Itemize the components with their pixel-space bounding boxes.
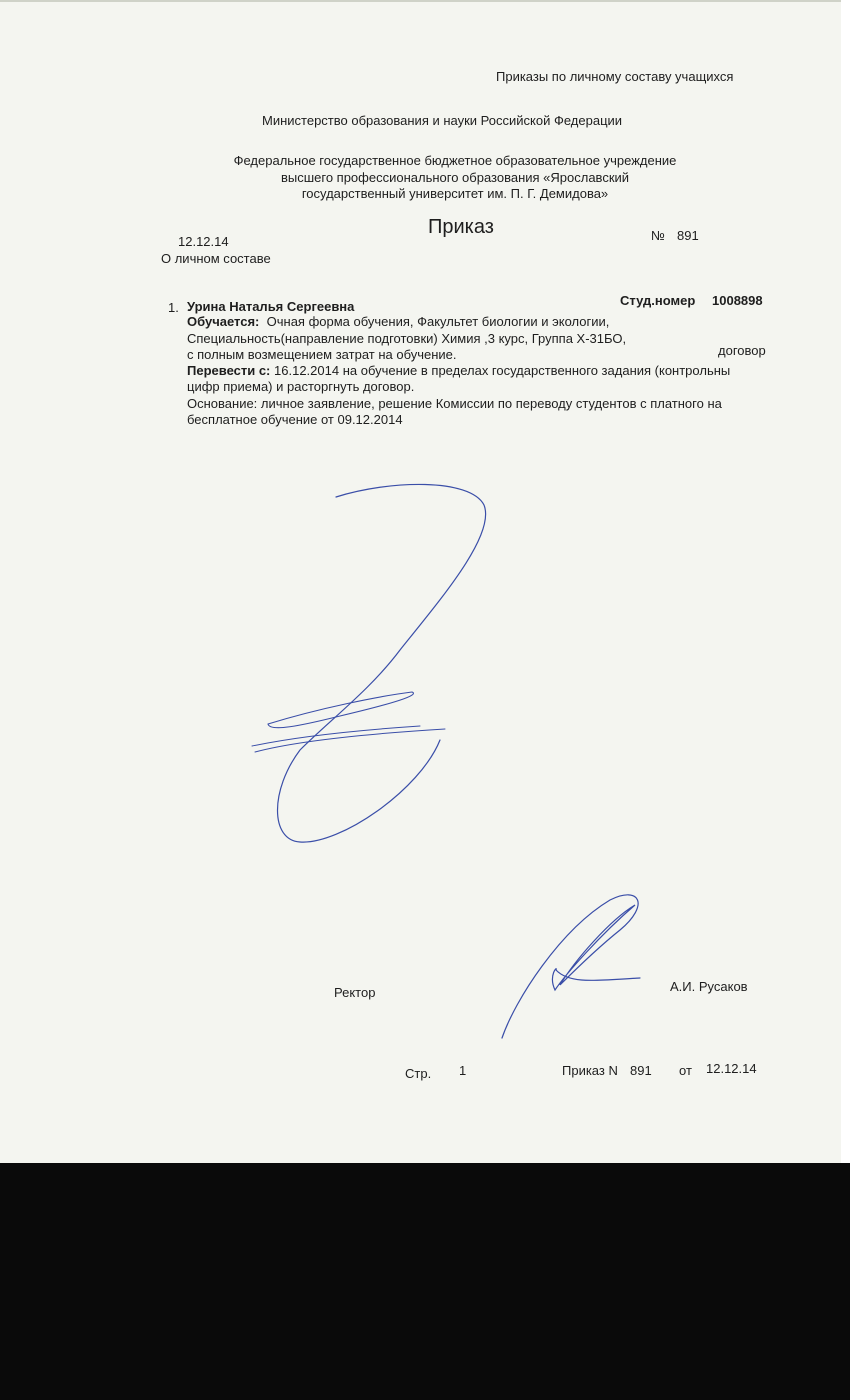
item-index: 1. [168, 300, 179, 315]
institution-line-1: Федеральное государственное бюджетное образовательное учреждение [233, 153, 677, 168]
rector-signature [502, 895, 640, 1038]
footer-order-date: 12.12.14 [706, 1061, 757, 1076]
student-id-label: Студ.номер [620, 293, 696, 308]
studies-label: Обучается: [187, 314, 260, 329]
payment-line: с полным возмещением затрат на обучение. [187, 347, 457, 362]
order-title: Приказ [428, 216, 494, 238]
cancellation-crossbar-2 [252, 726, 445, 752]
institution-line-2: высшего профессионального образования «Ярославский [280, 170, 630, 185]
footer-order-number: 891 [630, 1063, 652, 1078]
institution-line-3: государственный университет им. П. Г. Демидова» [301, 186, 609, 201]
student-name: Урина Наталья Сергеевна [187, 299, 355, 314]
transfer-line-2: цифр приема) и расторгнуть договор. [187, 379, 415, 394]
specialty-line: Специальность(направление подготовки) Химия ,3 курс, Группа Х-31БО, [187, 331, 627, 346]
basis-line-1: Основание: личное заявление, решение Комиссии по переводу студентов с платного на [187, 396, 722, 411]
page-top-edge [0, 0, 850, 2]
studies-text: Очная форма обучения, Факультет биологии и экологии, [266, 314, 610, 329]
signatory-role: Ректор [334, 985, 376, 1000]
ministry-name: Министерство образования и науки Российской Федерации [262, 113, 623, 128]
transfer-label: Перевести с: [187, 363, 271, 378]
cancellation-crossbar-1 [268, 692, 413, 728]
page-right-edge [841, 0, 850, 1163]
signatory-name: А.И. Русаков [670, 979, 748, 994]
footer-page-number: 1 [459, 1063, 467, 1078]
order-date: 12.12.14 [178, 234, 229, 249]
transfer-text: 16.12.2014 на обучение в пределах государственного задания (контрольны [274, 363, 731, 378]
order-number-label: № [651, 228, 665, 243]
order-number: 891 [677, 228, 699, 243]
basis-line-2: бесплатное обучение от 09.12.2014 [187, 412, 403, 427]
order-subject: О личном составе [161, 251, 271, 266]
footer-page-label: Стр. [405, 1066, 432, 1081]
student-id: 1008898 [712, 293, 763, 308]
footer-order-label: Приказ N [562, 1063, 618, 1078]
cancellation-stroke [278, 484, 486, 842]
footer-from-label: от [679, 1063, 692, 1078]
contract-word: договор [718, 343, 766, 358]
document-category: Приказы по личному составу учащихся [496, 69, 734, 84]
